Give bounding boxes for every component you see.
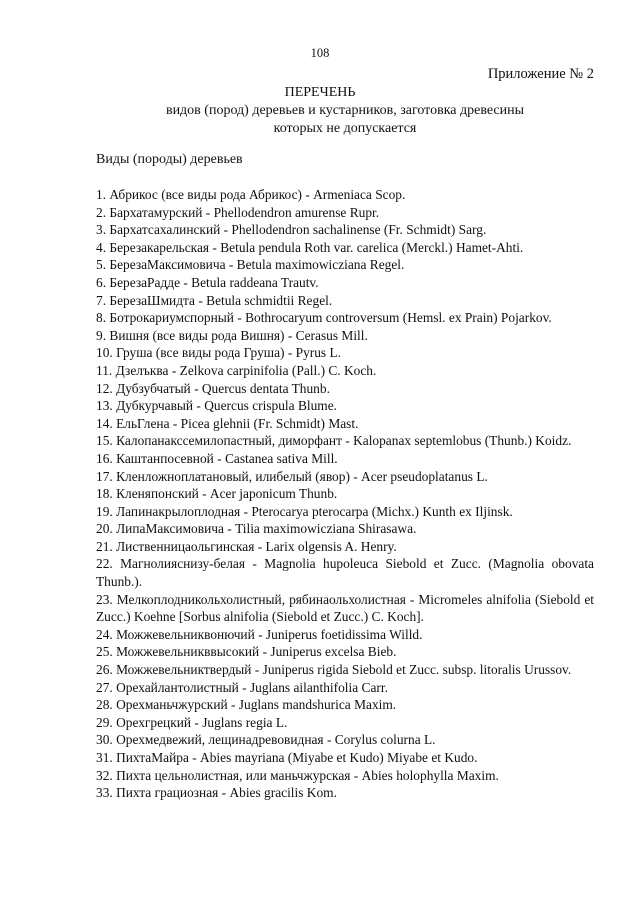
- list-item: 2. Бархатамурский - Phellodendron amurense Rupr.: [96, 204, 380, 220]
- list-item: 10. Груша (все виды рода Груша) - Pyrus L.: [96, 345, 342, 361]
- list-item: 31. ПихтаМайра - Abies mayriana (Miyabe et Kudo) Miyabe et Kudo.: [96, 750, 478, 765]
- species-list: [96, 186, 594, 802]
- list-item: 1. Абрикос (все виды рода Абрикос) - Armeniaca Scop.: [96, 187, 406, 202]
- list-item: 4. Березакарельская - Betula pendula Roth var. carelica (Merckl.) Hamet-Ahti.: [96, 239, 524, 255]
- page-number: 108: [310, 46, 330, 60]
- list-item: 19. Лапинакрылоплодная - Pterocarya pterocarpa (Michx.) Kunth ex Iljinsk.: [96, 503, 513, 519]
- list-item: 29. Орехгрецкий - Juglans regia L.: [96, 714, 288, 730]
- list-item: 21. Лиственницаольгинская - Larix olgensis A. Henry.: [96, 538, 397, 554]
- list-item: 17. Кленложноплатановый, илибелый (явор) - Acer pseudoplatanus L.: [96, 468, 488, 484]
- list-item: 15. Калопанаксcемилопастный, диморфант - Kalopanax septemlobus (Thunb.) Koidz.: [96, 433, 572, 449]
- list-item: 8. Ботрокариумспорный - Bothrocaryum controversum (Hemsl. ex Prain) Pojarkov.: [96, 310, 552, 326]
- list-item: 16. Каштанпосевной - Castanea sativa Mill.: [96, 450, 338, 466]
- list-item: 5. БерезаМаксимовича - Betula maximowicziana Regel.: [96, 257, 405, 273]
- list-item: 25. Можжевельникввысокий - Juniperus excelsa Bieb.: [96, 644, 397, 660]
- list-item: 13. Дубкурчавый - Quercus crispula Blume.: [96, 398, 337, 414]
- list-item: 20. ЛипаМаксимовича - Tilia maximowicziana Shirasawa.: [96, 521, 417, 537]
- list-item: 7. БерезаШмидта - Betula schmidtii Regel.: [96, 292, 333, 308]
- list-item: 28. Орехманьчжурский - Juglans mandshurica Maxim.: [96, 697, 397, 713]
- list-item: 32. Пихта цельнолистная, или маньчжурская - Abies holophylla Maxim.: [96, 767, 499, 783]
- list-item: 9. Вишня (все виды рода Вишня) - Cerasus Mill.: [96, 327, 368, 343]
- list-item: 3. Бархатсахалинский - Phellodendron sachalinense (Fr. Schmidt) Sarg.: [96, 222, 487, 238]
- document-title: ПЕРЕЧЕНЬ: [284, 85, 356, 100]
- list-item: 23. Мелкоплодникольхолистный, рябинаольхолистная - Micromeles alnifolia (Siebold et Zucc.) Koehne [Sorbus alnifolia (Siebold et Zucc.) C. Koch].: [96, 591, 594, 625]
- list-item: 18. Кленяпонский - Acer japonicum Thunb.: [96, 486, 338, 502]
- list-item: 27. Орехайлантолистный - Juglans ailanthifolia Carr.: [96, 679, 388, 695]
- list-item: 14. ЕльГлена - Picea glehnii (Fr. Schmidt) Mast.: [96, 415, 359, 431]
- subtitle-line-1: видов (пород) деревьев и кустарников, заготовка древесины: [165, 103, 525, 118]
- list-item: 11. Дзелъква - Zelkova carpinifolia (Pall.) C. Koch.: [96, 362, 377, 378]
- list-item: 6. БерезаРадде - Betula raddeana Trautv.: [96, 274, 319, 290]
- section-heading: Виды (породы) деревьев: [96, 152, 243, 167]
- list-item: 22. Магнолияснизу-белая - Magnolia hupoleuca Siebold et Zucc. (Magnolia obovata Thunb.).: [96, 556, 594, 590]
- subtitle-line-2: которых не допускается: [273, 121, 417, 136]
- list-item: 30. Орехмедвежий, лещинадревовидная - Corylus colurna L.: [96, 732, 436, 748]
- list-item: 24. Можжевельниквонючий - Juniperus foetidissima Willd.: [96, 626, 423, 642]
- list-item: 33. Пихта грациозная - Abies gracilis Kom.: [96, 785, 337, 801]
- list-item: 12. Дубзубчатый - Quercus dentata Thunb.: [96, 380, 330, 396]
- list-item: 26. Можжевельниктвердый - Juniperus rigida Siebold et Zucc. subsp. litoralis Urussov.: [96, 662, 572, 678]
- document-subtitle: [95, 102, 595, 138]
- appendix-label: Приложение № 2: [487, 66, 594, 82]
